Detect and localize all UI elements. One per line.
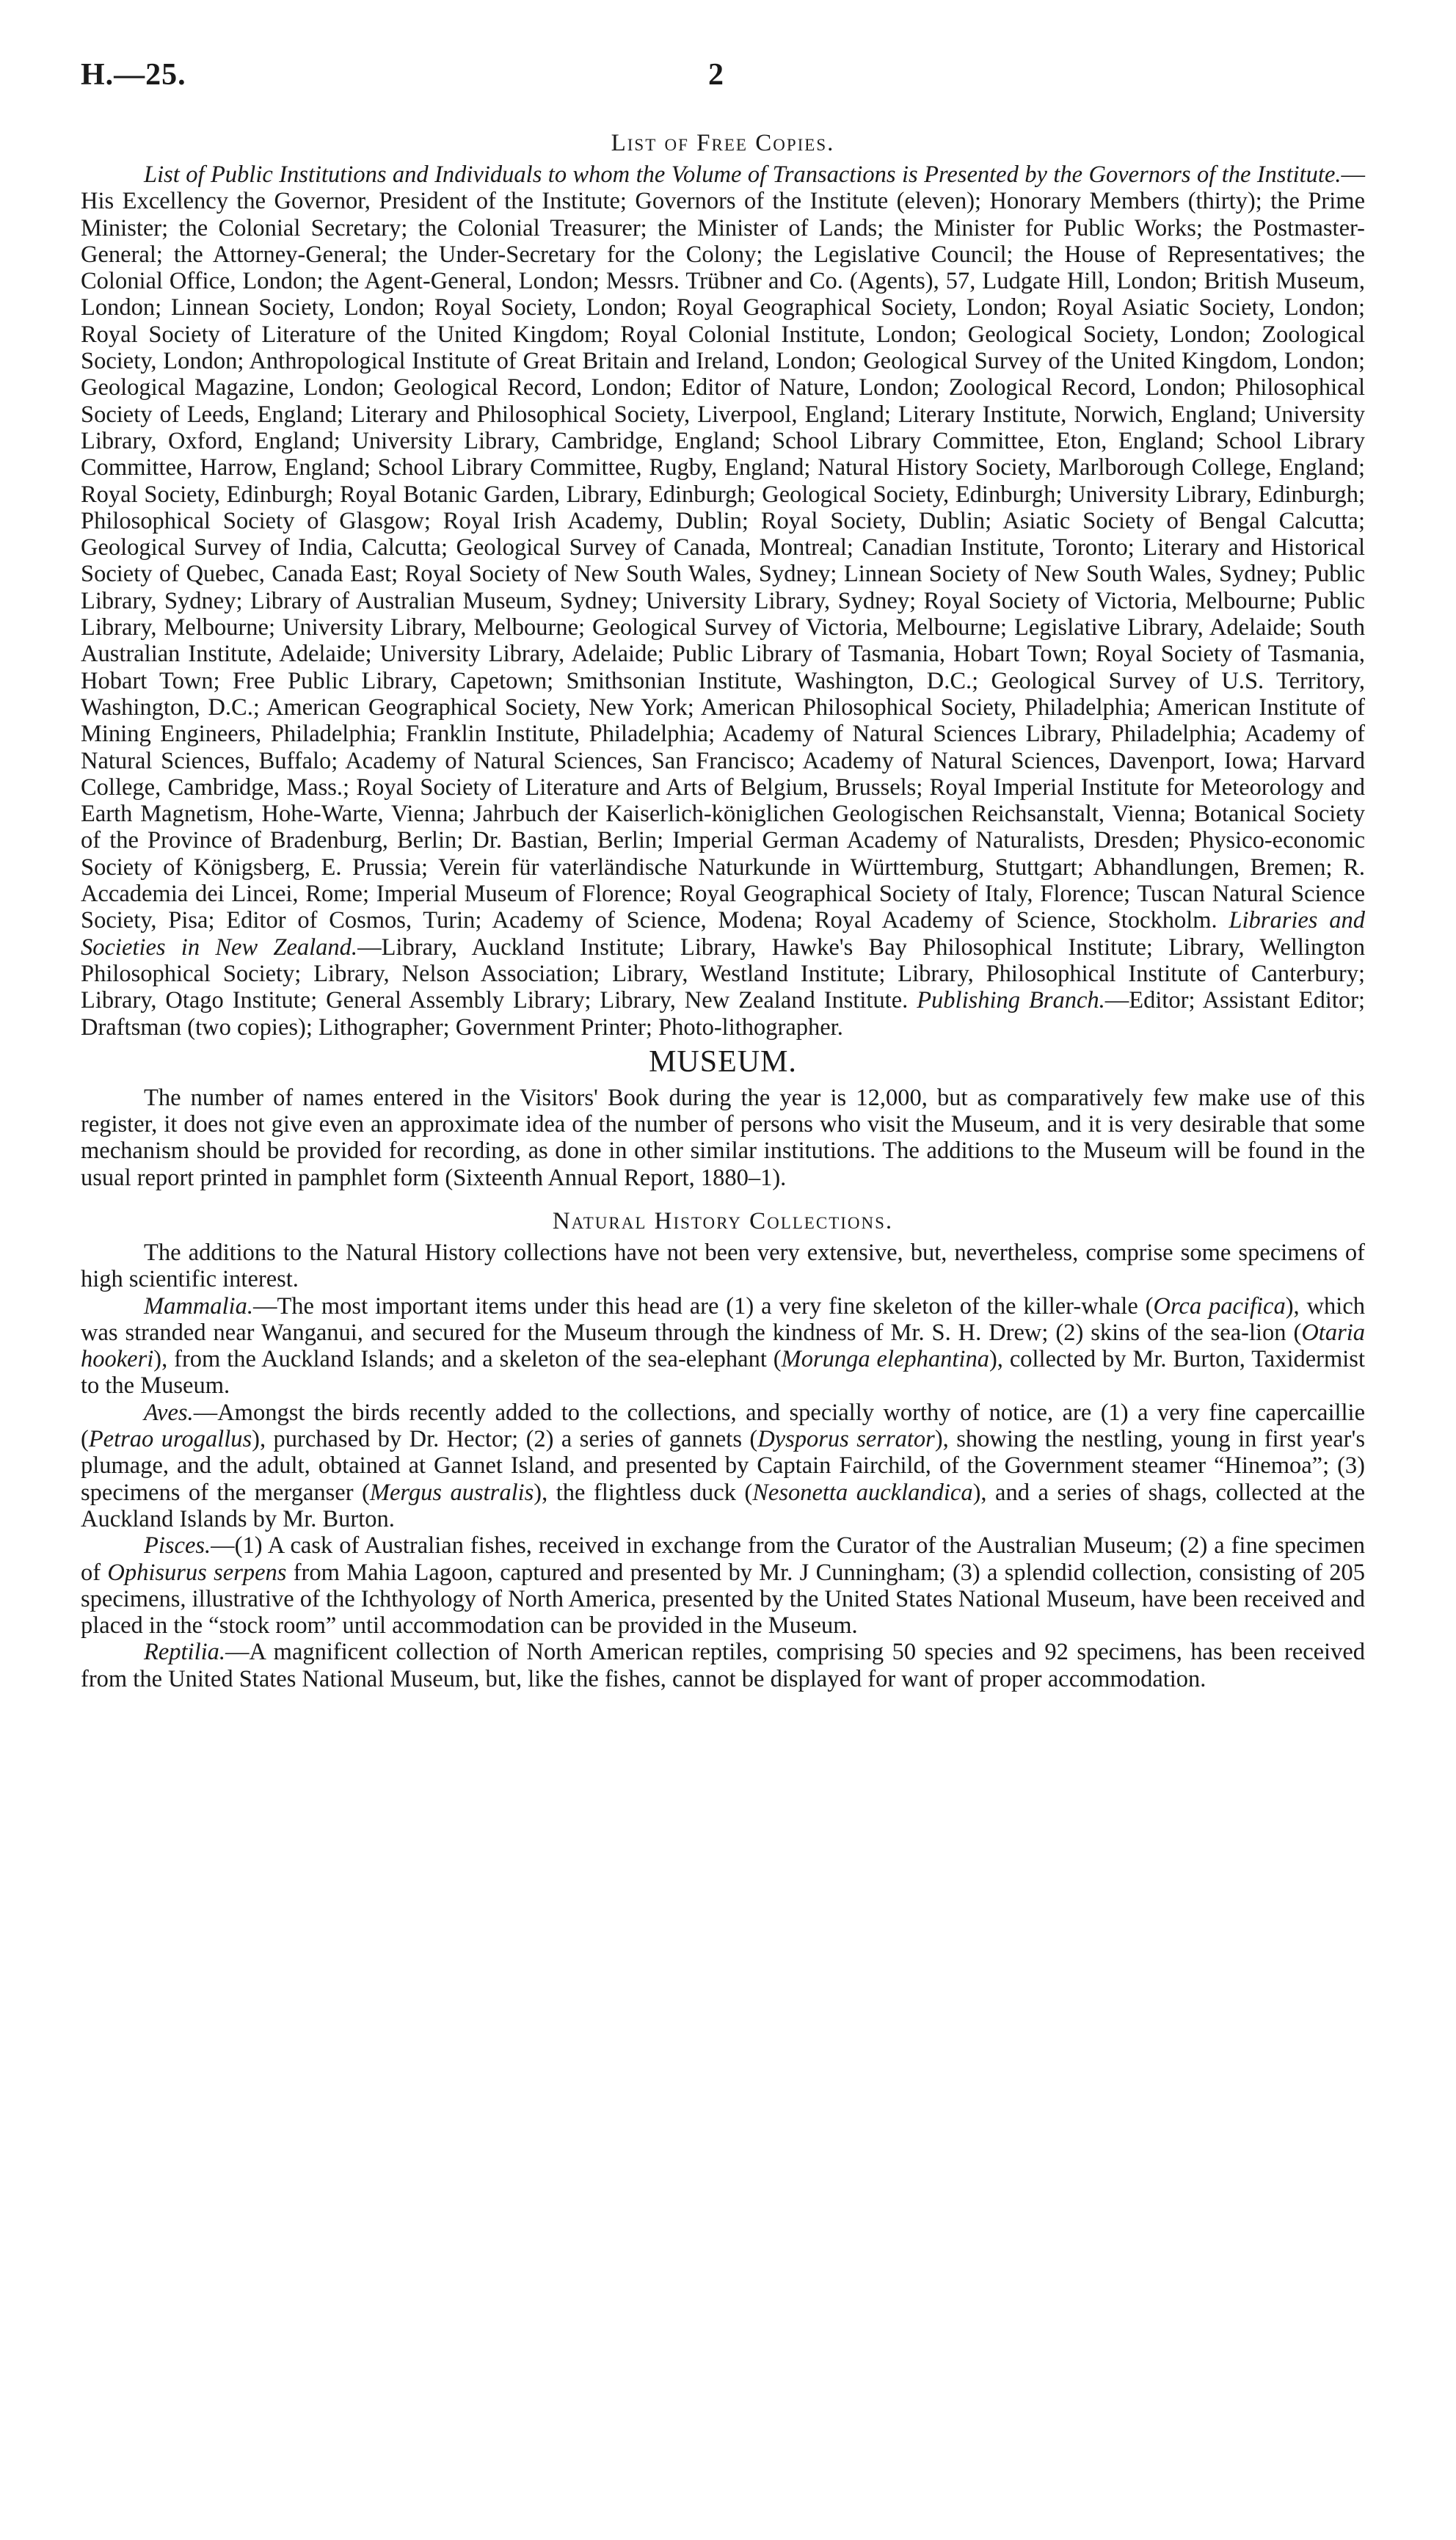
running-head [81,57,1365,101]
pisces-species-1: Ophisurus serpens [107,1559,287,1586]
mammalia-label: Mammalia. [144,1292,253,1320]
free-copies-paragraph [81,161,1365,1041]
aves-text-2: ), purchased by Dr. Hector; (2) a series of gannets ( [252,1426,758,1453]
publishing-branch-label: Publishing Branch. [917,987,1105,1014]
mammalia-text-4: ), collected by Mr. Burton, Taxidermist to the Museum. [81,1346,1365,1400]
page-number: 2 [708,58,724,92]
aves-text-5: ), and a series of shags, collected at the Auckland Islands by Mr. Burton. [81,1479,1365,1532]
pisces-text-2: from Mahia Lagoon, captured and presented by Mr. J Cunningham; (3) a splendid collection, consisting of 205 specimens, illustrative of the Ichthyology of North America, presented by the United States National Museum, have been received and placed in the “stock room” until accommodation can be provided in the Museum. [81,1559,1365,1640]
pisces-label: Pisces. [144,1532,211,1560]
museum-heading: MUSEUM. [649,1044,797,1079]
aves-paragraph [81,1400,1365,1532]
aves-text-4: ), the flightless duck ( [534,1479,753,1506]
museum-paragraph: The number of names entered in the Visitors' Book during the year is 12,000, but as comparatively few make use of this register, it does not give even an approximate idea of the number of persons who visit the Museum, and it is very desirable that some mechanism should be provided for recording, as done in other similar institutions. The additions to the Museum will be found in the usual report printed in pamphlet form (Sixteenth Annual Report, 1880–1). [81,1084,1365,1191]
aves-text-1: —Amongst the birds recently added to the collections, and specially worthy of notice, are (1) a very fine capercaillie ( [81,1399,1365,1453]
document-id: H.—25. [81,58,186,92]
aves-species-3: Mergus australis [369,1479,534,1506]
section-gap [81,1191,1365,1207]
reptilia-label: Reptilia. [144,1639,226,1666]
mammalia-species-1: Orca pacifica [1153,1292,1286,1320]
aves-species-1: Petrao urogallus [88,1426,252,1453]
mammalia-species-2: Otaria hookeri [81,1319,1365,1373]
aves-label: Aves. [144,1399,194,1426]
natural-history-heading: Natural History Collections. [552,1207,894,1234]
mammalia-text-1: —The most important items under this head are (1) a very fine skeleton of the killer-whale ( [252,1292,1154,1320]
reptilia-paragraph [81,1639,1365,1692]
free-copies-body-3: —Editor; Assistant Editor; Draftsman (two copies); Lithographer; Government Printer; Photo-lithographer. [81,987,1365,1041]
free-copies-lead: List of Public Institutions and Individuals to whom the Volume of Transactions is Presented by the Governors of the Institute. [144,161,1342,188]
pisces-text-1: —(1) A cask of Australian fishes, received in exchange from the Curator of the Australian Museum; (2) a fine specimen of [81,1532,1365,1586]
free-copies-body-1: —His Excellency the Governor, President of the Institute; Governors of the Institute (eleven); Honorary Members (thirty); the Prime Minister; the Colonial Secretary; the Colonial Treasurer; the Minister of Lands; the Minister for Public Works; the Postmaster-General; the Attorney-General; the Under-Secretary for the Colony; the Legislative Council; the House of Representatives; the Colonial Office, London; the Agent-General, London; Messrs. Trübner and Co. (Agents), 57, Ludgate Hill, London; British Museum, London; Linnean Society, London; Royal Society, London; Royal Geographical Society, London; Royal Asiatic Society, London; Royal Society of Literature of the United Kingdom; Royal Colonial Institute, London; Geological Society, London; Zoological Society, London; Anthropological Institute of Great Britain and Ireland, London; Geological Survey of the United Kingdom, London; Geological Magazine, London; Geological Record, London; Editor of Nature, London; Zoological Record, London; Philosophical Society of Leeds, England; Literary and Philosophical Society, Liverpool, England; Literary Institute, Norwich, England; University Library, Oxford, England; University Library, Cambridge, England; School Library Committee, Eton, England; School Library Committee, Harrow, England; School Library Committee, Rugby, England; Natural History Society, Marlborough College, England; Royal Society, Edinburgh; Royal Botanic Garden, Library, Edinburgh; Geological Society, Edinburgh; University Library, Edinburgh; Philosophical Society of Glasgow; Royal Irish Academy, Dublin; Royal Society, Dublin; Asiatic Society of Bengal Calcutta; Geological Survey of India, Calcutta; Geological Survey of Canada, Montreal; Canadian Institute, Toronto; Literary and Historical Society of Quebec, Canada East; Royal Society of New South Wales, Sydney; Linnean Society of New South Wales, Sydney; Public Library, Sydney; Library of Australian Museum, Sydney; University Library, Sydney; Royal Society of Victoria, Melbourne; Public Library, Melbourne; University Library, Melbourne; Geological Survey of Victoria, Melbourne; Legislative Library, Adelaide; South Australian Institute, Adelaide; University Library, Adelaide; Public Library of Tasmania, Hobart Town; Royal Society of Tasmania, Hobart Town; Free Public Library, Capetown; Smithsonian Institute, Washington, D.C.; Geological Survey of U.S. Territory, Washington, D.C.; American Geographical Society, New York; American Philosophical Society, Philadelphia; American Institute of Mining Engineers, Philadelphia; Franklin Institute, Philadelphia; Academy of Natural Sciences Library, Philadelphia; Academy of Natural Sciences, Buffalo; Academy of Natural Sciences, San Francisco; Academy of Natural Sciences, Davenport, Iowa; Harvard College, Cambridge, Mass.; Royal Society of Literature and Arts of Belgium, Brussels; Royal Imperial Institute for Meteorology and Earth Magnetism, Hohe-Warte, Vienna; Jahrbuch der Kaiserlich-königlichen Geologischen Reichsanstalt, Vienna; Botanical Society of the Province of Bradenburg, Berlin; Dr. Bastian, Berlin; Imperial German Academy of Naturalists, Dresden; Physico-economic Society of Königsberg, E. Prussia; Verein für vaterländische Naturkunde in Württemburg, Stuttgart; Abhandlungen, Bremen; R. Accademia dei Lincei, Rome; Imperial Museum of Florence; Royal Geographical Society of Italy, Florence; Tuscan Natural Science Society, Pisa; Editor of Cosmos, Turin; Academy of Science, Modena; Royal Academy of Science, Stockholm. [81,161,1365,934]
free-copies-heading: List of Free Copies. [611,130,835,156]
page-content [81,129,1365,1692]
mammalia-paragraph [81,1293,1365,1400]
free-copies-body-2: —Library, Auckland Institute; Library, Hawke's Bay Philosophical Institute; Library, Wellington Philosophical Society; Library, Nelson Association; Library, Westland Institute; Library, Philosophical Institute of Canterbury; Library, Otago Institute; General Assembly Library; Library, New Zealand Institute. [81,934,1365,1014]
mammalia-text-3: ), from the Auckland Islands; and a skeleton of the sea-elephant ( [153,1346,782,1373]
mammalia-species-3: Morunga elephantina [781,1346,989,1373]
reptilia-text-1: —A magnificent collection of North American reptiles, comprising 50 species and 92 specimens, has been received from the United States National Museum, but, like the fishes, cannot be displayed for want of proper accommodation. [81,1639,1365,1692]
aves-species-4: Nesonetta aucklandica [752,1479,973,1506]
aves-text-3: ), showing the nestling, young in first year's plumage, and the adult, obtained at Gannet Island, and presented by Captain Fairchild, of the Government steamer “Hinemoa”; (3) specimens of the merganser ( [81,1426,1365,1506]
mammalia-text-2: ), which was stranded near Wanganui, and secured for the Museum through the kindness of Mr. S. H. Drew; (2) skins of the sea-lion ( [81,1292,1365,1346]
nz-libraries-label: Libraries and Societies in New Zealand. [81,907,1365,961]
pisces-paragraph [81,1532,1365,1639]
aves-species-2: Dysporus serrator [757,1426,935,1453]
natural-history-intro: The additions to the Natural History collections have not been very extensive, but, nevertheless, comprise some specimens of high scientific interest. [81,1239,1365,1293]
